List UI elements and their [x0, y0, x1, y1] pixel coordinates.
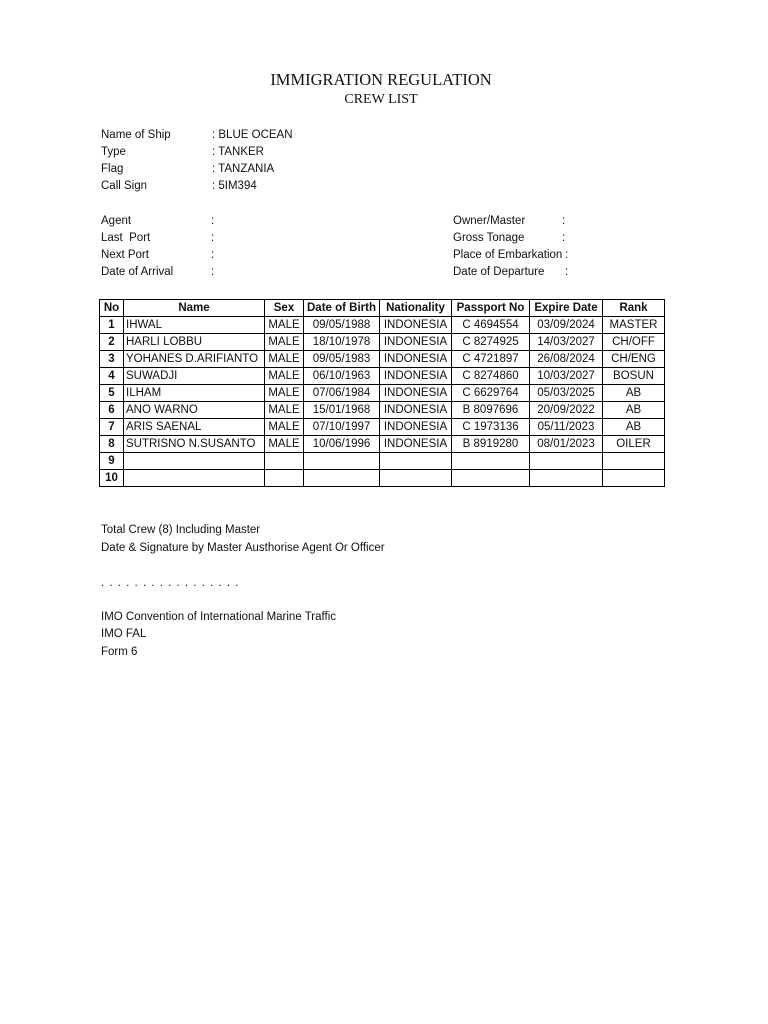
cell-dob [304, 470, 380, 487]
cell-rank: CH/ENG [603, 351, 665, 368]
header-passport: Passport No [452, 300, 530, 317]
cell-dob: 07/06/1984 [304, 385, 380, 402]
cell-expire: 05/11/2023 [530, 419, 603, 436]
cell-sex: MALE [265, 385, 304, 402]
call-sign-value: : 5IM394 [212, 180, 257, 192]
total-crew: Total Crew (8) Including Master [101, 524, 261, 536]
cell-dob: 06/10/1963 [304, 368, 380, 385]
header-rank: Rank [603, 300, 665, 317]
crew-table-body [100, 317, 665, 487]
cell-name [124, 470, 265, 487]
cell-rank: OILER [603, 436, 665, 453]
table-row [100, 385, 665, 402]
cell-nationality: INDONESIA [380, 317, 452, 334]
ship-type-value: : TANKER [212, 146, 264, 158]
table-row [100, 419, 665, 436]
table-row [100, 317, 665, 334]
table-row [100, 436, 665, 453]
imo-convention: IMO Convention of International Marine Traffic [101, 611, 337, 623]
header-sex: Sex [265, 300, 304, 317]
last-port-value: : [211, 232, 215, 244]
document-title: IMMIGRATION REGULATION [270, 70, 492, 89]
cell-no: 8 [100, 436, 124, 453]
cell-rank: AB [603, 419, 665, 436]
cell-passport: C 6629764 [452, 385, 530, 402]
signature-dots: . . . . . . . . . . . . . . . . . [101, 577, 240, 589]
cell-sex: MALE [265, 402, 304, 419]
signature-line: Date & Signature by Master Austhorise Agent Or Officer [101, 542, 385, 554]
cell-sex: MALE [265, 368, 304, 385]
cell-nationality [380, 470, 452, 487]
call-sign-label: Call Sign [101, 180, 148, 192]
cell-passport [452, 453, 530, 470]
cell-sex: MALE [265, 419, 304, 436]
crew-table [99, 299, 665, 487]
header-nationality: Nationality [380, 300, 452, 317]
cell-passport: C 8274925 [452, 334, 530, 351]
cell-expire: 03/09/2024 [530, 317, 603, 334]
cell-no: 4 [100, 368, 124, 385]
cell-no: 10 [100, 470, 124, 487]
cell-sex: MALE [265, 317, 304, 334]
cell-no: 9 [100, 453, 124, 470]
owner-value: : [562, 215, 566, 227]
cell-sex [265, 453, 304, 470]
table-row [100, 402, 665, 419]
cell-nationality [380, 453, 452, 470]
header-expire: Expire Date [530, 300, 603, 317]
gross-tonage-label: Gross Tonage [453, 232, 525, 244]
cell-passport: B 8097696 [452, 402, 530, 419]
cell-passport: C 4694554 [452, 317, 530, 334]
cell-dob: 09/05/1988 [304, 317, 380, 334]
owner-label: Owner/Master [453, 215, 526, 227]
cell-name: ARIS SAENAL [124, 419, 265, 436]
table-row [100, 368, 665, 385]
document-subtitle: CREW LIST [344, 92, 418, 107]
cell-dob: 07/10/1997 [304, 419, 380, 436]
cell-expire: 20/09/2022 [530, 402, 603, 419]
cell-expire: 26/08/2024 [530, 351, 603, 368]
cell-dob [304, 453, 380, 470]
ship-name-label: Name of Ship [101, 129, 171, 141]
cell-nationality: INDONESIA [380, 351, 452, 368]
table-row [100, 334, 665, 351]
cell-rank [603, 453, 665, 470]
cell-expire [530, 453, 603, 470]
cell-rank: MASTER [603, 317, 665, 334]
cell-no: 3 [100, 351, 124, 368]
cell-no: 7 [100, 419, 124, 436]
cell-expire: 05/03/2025 [530, 385, 603, 402]
form-number: Form 6 [101, 646, 138, 658]
cell-sex [265, 470, 304, 487]
cell-dob: 15/01/1968 [304, 402, 380, 419]
cell-name: SUWADJI [124, 368, 265, 385]
cell-sex: MALE [265, 351, 304, 368]
cell-rank [603, 470, 665, 487]
ship-type-label: Type [101, 146, 126, 158]
embarkation-label: Place of Embarkation [453, 249, 563, 261]
cell-no: 2 [100, 334, 124, 351]
agent-value: : [211, 215, 215, 227]
departure-value: : [565, 266, 569, 278]
cell-passport: C 4721897 [452, 351, 530, 368]
last-port-label: Last Port [101, 232, 151, 244]
cell-name: SUTRISNO N.SUSANTO [124, 436, 265, 453]
imo-fal: IMO FAL [101, 628, 147, 640]
cell-passport: B 8919280 [452, 436, 530, 453]
cell-nationality: INDONESIA [380, 334, 452, 351]
table-row [100, 470, 665, 487]
cell-no: 1 [100, 317, 124, 334]
cell-passport: C 1973136 [452, 419, 530, 436]
cell-no: 6 [100, 402, 124, 419]
next-port-value: : [211, 249, 215, 261]
cell-expire: 14/03/2027 [530, 334, 603, 351]
cell-no: 5 [100, 385, 124, 402]
departure-label: Date of Departure [453, 266, 545, 278]
ship-flag-value: : TANZANIA [212, 163, 275, 175]
header-name: Name [124, 300, 265, 317]
arrival-value: : [211, 266, 215, 278]
cell-dob: 09/05/1983 [304, 351, 380, 368]
cell-nationality: INDONESIA [380, 436, 452, 453]
cell-name: ILHAM [124, 385, 265, 402]
cell-name: IHWAL [124, 317, 265, 334]
cell-nationality: INDONESIA [380, 402, 452, 419]
next-port-label: Next Port [101, 249, 149, 261]
ship-flag-label: Flag [101, 163, 124, 175]
cell-rank: CH/OFF [603, 334, 665, 351]
cell-nationality: INDONESIA [380, 419, 452, 436]
cell-nationality: INDONESIA [380, 368, 452, 385]
embarkation-value: : [565, 249, 569, 261]
cell-name: ANO WARNO [124, 402, 265, 419]
header-no: No [100, 300, 124, 317]
cell-sex: MALE [265, 436, 304, 453]
cell-rank: BOSUN [603, 368, 665, 385]
cell-expire [530, 470, 603, 487]
cell-expire: 10/03/2027 [530, 368, 603, 385]
cell-rank: AB [603, 385, 665, 402]
cell-expire: 08/01/2023 [530, 436, 603, 453]
cell-dob: 10/06/1996 [304, 436, 380, 453]
crew-table-header [100, 300, 665, 317]
arrival-label: Date of Arrival [101, 266, 174, 278]
cell-rank: AB [603, 402, 665, 419]
cell-name: YOHANES D.ARIFIANTO [124, 351, 265, 368]
table-row [100, 453, 665, 470]
cell-nationality: INDONESIA [380, 385, 452, 402]
gross-tonage-value: : [562, 232, 566, 244]
cell-passport [452, 470, 530, 487]
header-dob: Date of Birth [304, 300, 380, 317]
cell-name: HARLI LOBBU [124, 334, 265, 351]
table-row [100, 351, 665, 368]
agent-label: Agent [101, 215, 132, 227]
cell-dob: 18/10/1978 [304, 334, 380, 351]
cell-name [124, 453, 265, 470]
ship-name-value: : BLUE OCEAN [212, 129, 293, 141]
cell-sex: MALE [265, 334, 304, 351]
cell-passport: C 8274860 [452, 368, 530, 385]
